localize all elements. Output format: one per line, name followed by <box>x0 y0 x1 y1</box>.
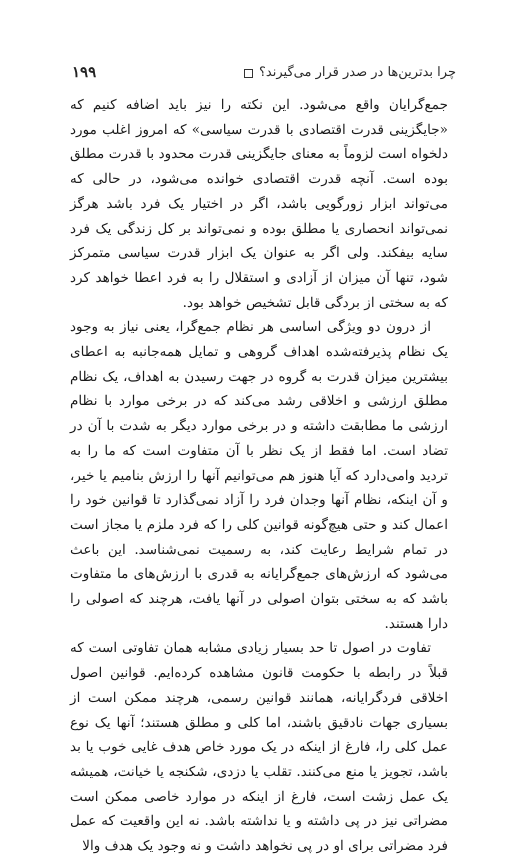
paragraph-2: از درون دو ویژگی اساسی هر نظام جمع‌گرا، یعنی نیاز به وجود یک نظام پذیرفته‌شده اهداف گروهی و تمایل همه‌جانبه به اعطای بیشترین میزان قدرت به گروه در جهت رسیدن به اهداف، یک نظام مطلق ارزشی و اخلاقی رشد می‌کند که در برخی موارد با نظام ارزشی ما مطابقت داشته و در برخی موارد دیگر به شدت با آن در تضاد است. اما فقط از یک نظر با آن متفاوت است که ما را به تردید وامی‌دارد که آیا هنوز هم می‌توانیم آنها را ارزش بنامیم یا خیر، و آن اینکه، نظام آنها وجدان فرد را آزاد نمی‌گذارد تا قوانین خود را اعمال کند و حتی هیچ‌گونه قوانین کلی را که فرد ملزم یا مجاز است در تمام شرایط رعایت کند، به رسمیت نمی‌شناسد. این باعث می‌شود که ارزش‌های جمع‌گرایانه به قدری با ارزش‌های ما متفاوت باشد که به سختی بتوان اصولی در آنها یافت، هرچند که اصولی را دارا هستند. <box>70 319 448 632</box>
page-number: ۱۹۹ <box>72 63 97 81</box>
paragraph-1: جمع‌گرایان واقع می‌شود. این نکته را نیز باید اضافه کنیم که «جایگزینی قدرت اقتصادی با قدرت سیاسی» که امروز اغلب مورد دلخواه است لزوماً به معنای جایگزینی قدرت محدود با قدرت مطلق بوده است. آنچه قدرت اقتصادی خوانده می‌شود، در حالی که می‌تواند ابزار زورگویی باشد، اگر در اختیار یک فرد باشد هرگز نمی‌تواند انحصاری یا مطلق بوده و نمی‌تواند بر کل زندگی یک فرد سایه بیفکند. ولی اگر به عنوان یک ابزار قدرت سیاسی متمرکز شود، تنها آن میزان از آزادی و استقلال را به فرد اعطا خواهد کرد که به سختی از بردگی قابل تشخیص خواهد بود. <box>70 97 448 311</box>
body-text <box>70 93 448 859</box>
page-header <box>72 60 456 84</box>
running-title: چرا بدترین‌ها در صدر قرار می‌گیرند؟ <box>259 64 456 80</box>
running-head <box>244 65 456 80</box>
paragraph-3: تفاوت در اصول تا حد بسیار زیادی مشابه همان تفاوتی است که قبلاً در رابطه با حکومت قانون مشاهده کرده‌ایم. قوانین اصول اخلاقی فردگرایانه، همانند قوانین رسمی، هرچند ممکن است از بسیاری جهات نادقیق باشند، اما کلی و مطلق هستند؛ آنها یک نوع عمل کلی را، فارغ از اینکه در یک مورد خاص هدف غایی خوب یا بد باشد، تجویز یا منع می‌کنند. تقلب یا دزدی، شکنجه یا خیانت، همیشه یک عمل زشت است، فارغ از اینکه در موارد خاصی ممکن است مضراتی نیز در پی داشته و یا نداشته باشد. نه این واقعیت که عمل فرد مضراتی برای او در پی نخواهد داشت و نه وجود یک هدف والا <box>70 640 448 855</box>
square-bullet-icon <box>244 69 253 78</box>
